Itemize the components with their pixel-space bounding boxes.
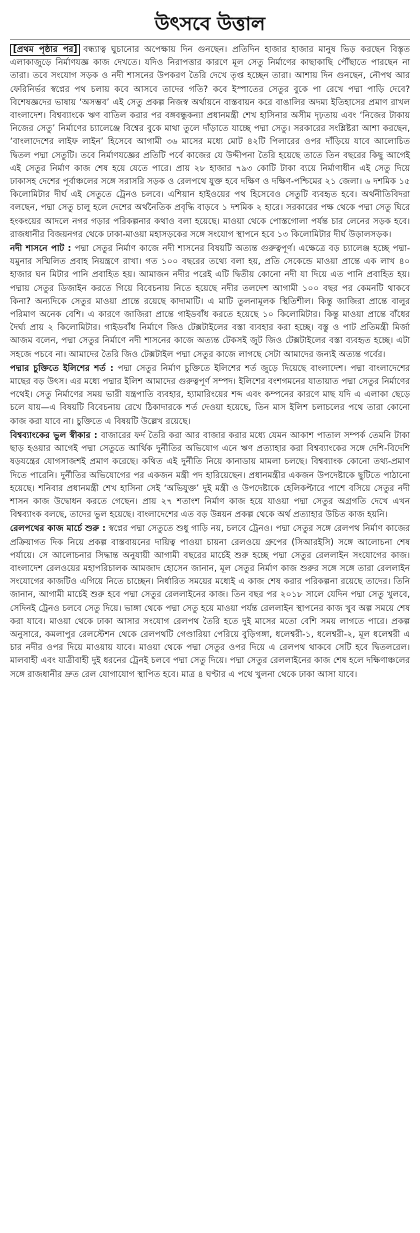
paragraph-text: স্বপ্নের পদ্মা সেতুতে শুধু গাড়ি নয়, চলবে ট্রেনও। পদ্মা সেতুর সঙ্গে রেলপথ নির্মাণ কাজের প্রক্রিয়াগত দিক নিয়ে প্রকল্প বাস্তবায়নের দায়িত্ব পাওয়া চায়না রেলওয়ে গ্রুপের (সিআরইসি) সঙ্গে আলোচনা শেষ পর্যায়ে। সে আলোচনার সিদ্ধান্ত অনুযায়ী আগামী বছরের মার্চেই শুরু হচ্ছে পদ্মা সেতুর রেললাইন সংযোগের কাজ। বাংলাদেশ রেলওয়ের মহাপরিচালক আমজাদ হোসেন জানান, মূল সেতুর নির্মাণ কাজ শুরুর সঙ্গে সঙ্গে তারা রেললাইন সংযোগের কাজটিও এগিয়ে নিতে চাচ্ছেন। নির্ধারিত সময়ের মধ্যেই এ কাজ শেষ করার পরিকল্পনা রয়েছে তাদের। তিনি জানান, আগামী মার্চেই শুরু হবে পদ্মা সেতুর রেললাইনের কাজ। তিন বছর পর ২০১৮ সালে যেদিন পদ্মা সেতু খুলবে, সেদিনই ট্রেনও চলবে সেতু দিয়ে। ভাঙ্গা থেকে পদ্মা সেতু হয়ে মাওয়া পর্যন্ত রেললাইন স্থাপনের কাজ খুব অল্প সময়ে শেষ করা যাবে। মাওয়া থেকে ঢাকা আসার সংযোগ রেলপথ তৈরি হতে দুই মাসের মতো বেশি সময় লাগতে পারে। প্রকল্প অনুসারে, কমলাপুর রেলস্টেশন থেকে রেলপথটি গেণ্ডারিয়া পেরিয়ে বুড়িগঙ্গা, ধলেশ্বরী-১, ধলেশ্বরী-২, মূল ধলেশ্বরী এ চার নদীর ওপর দিয়ে মাওয়ায় যাবে। মাওয়া থেকে পদ্মা সেতুর ওপর দিয়ে এ রেলপথ থাকবে সেটি হবে দ্বিতলরেল। মালবাহী এবং যাত্রীবাহী দুই ধরনের ট্রেনই চলবে পদ্মা সেতু দিয়ে। পদ্মা সেতুর রেললাইনের কাজ শেষ হলে দক্ষিণাঞ্চলের সঙ্গে রাজধানীর দ্রুত রেল যোগাযোগ স্থাপিত হবে। মাত্র ৪ ঘণ্টার এ পথে খুলনা থেকে ঢাকা আসা যাবে।	[10, 524, 411, 680]
subheading: পদ্মার চুক্তিতে ইলিশের শর্ত :	[10, 363, 114, 374]
paragraph-text: বাজারের ফর্দ তৈরি করা আর বাজার করার মধ্যে যেমন আকাশ পাতাল সম্পর্ক তেমনি টাকা ছাড় হওয়ার আগেই পদ্মা সেতুতে আর্থিক দুর্নীতির অভিযোগ এনে ঋণ প্রত্যাহার করা বিশ্বব্যাংকের সঙ্গে দেশি-বিদেশি ষড়যন্ত্রের যোগসাজশই প্রমাণ করেছে। কথিত এই দুর্নীতি নিয়ে কানাডায় মামলা চলছে। বিশ্বব্যাংক কোনো তথ্য-প্রমাণ দিতে পারেনি। দুর্নীতির অভিযোগের পর একজন মন্ত্রী পদ হারিয়েছেন। প্রধানমন্ত্রীর একজন উপদেষ্টাকে ছুটিতে পাঠানো হয়েছে। শনিবার প্রধানমন্ত্রী শেখ হাসিনা সেই ‘অভিযুক্ত’ দুই মন্ত্রী ও উপদেষ্টাকে হেলিকপ্টারে পাশে বসিয়ে সেতুর নদী শাসন কাজ উদ্বোধন করতে গেছেন। প্রায় ২৭ শতাংশ নির্মাণ কাজ হয়ে যাওয়া পদ্মা সেতুর অগ্রগতি দেখে এখন বিশ্বব্যাংক বলছে, তাদের ভুল হয়েছে। বাংলাদেশের এত বড় উন্নয়ন প্রকল্প থেকে অর্থ প্রত্যাহার উচিত কাজ হয়নি।	[10, 430, 410, 521]
paragraph-text: বন্ধ্যাত্ব ঘুচানোর অপেক্ষায় দিন গুনছেন। প্রতিদিন হাজার হাজার মানুষ ভিড় করছেন বিস্তৃত এলাকাজুড়ে নির্মাণযজ্ঞ কাজ দেখতে। যদিও নিরাপত্তার কারণে মূল সেতু নির্মাণের কাছাকাছি পৌঁছাতে পারছেন না তারা। তবে সংযোগ সড়ক ও নদী শাসনের উপকরণ তৈরি দেখে তৃপ্ত হচ্ছেন তারা। আশায় দিন গুনছেন, নৌপথ আর ফেরিনির্ভর স্বপ্নের পথ চলায় কবে আসবে তাদের গতি? কবে ইস্পাতের সেতুর বুকে পা রেখে পদ্মা পাড়ি দেবে? বিশেষজ্ঞদের ভাষায় ‘অসম্ভব’ এই সেতু প্রকল্প নিজস্ব অর্থায়নে বাস্তবায়ন করে বাঙালির অদম্য ইতিহাসের প্রমাণ রাখল বাংলাদেশ। বিশ্বব্যাংকে ঋণ বাতিল করার পর বঙ্গবন্ধুকন্যা প্রধানমন্ত্রী শেখ হাসিনার অসীম দৃঢ়তায় এবং ‘নিজের টাকায় নিজের সেতু’ নির্মাণের চ্যালেঞ্জে বিশ্বের বুকে মাথা তুলে দাঁড়াতে যাচ্ছে পদ্মা সেতু। সরকারের সংশ্লিষ্টরা আশা করছেন, ‘বাংলাদেশের লাইফ লাইন’ হিসেবে আগামী ৩৬ মাসের মধ্যে মোট ৪২টি পিলারের ওপর দাঁড়িয়ে যাবে আলোচিত দ্বিতল পদ্মা সেতুটি। তবে নির্মাণযজ্ঞের প্রতিটি পর্বে কাজের যে উদ্দীপনা তৈরি হয়েছে তাতে তিন বছরের কিছু আগেই এই সেতুর নির্মাণ কাজ শেষ হয়ে যেতে পারে। প্রায় ২৮ হাজার ৭৯৩ কোটি টাকা ব্যয়ে নির্মাণাধীন এই সেতু দিয়ে ঢাকাসহ দেশের পূর্বাঞ্চলের সঙ্গে সরাসরি সড়ক ও রেলপথে যুক্ত হবে দক্ষিণ ও দক্ষিণ-পশ্চিমের ২১ জেলা। ৬ দশমিক ১৫ কিলোমিটার দীর্ঘ এই সেতুতে ট্রেনও চলবে। এশিয়ান হাইওয়ের পথ হিসেবেও সেতুটি ব্যবহৃত হবে। অর্থনীতিবিদরা বলছেন, পদ্মা সেতু চালু হলে দেশের অর্থনৈতিক প্রবৃদ্ধি বাড়বে ১ দশমিক ২ হারে। সরকারের পক্ষ থেকে পদ্মা সেতু ঘিরে হংকংয়ের আদলে নগর গড়ার পরিকল্পনার কথাও বলা হয়েছে। মাওয়া থেকে পোস্তগোলা পর্যন্ত চার লেনের সড়ক হবে। রাজধানীর বিজয়নগর থেকে ঢাকা-মাওয়া মহাসড়কের সঙ্গে সংযোগ স্থাপনে হবে ১৩ কিলোমিটার দীর্ঘ উড়ালসড়ক।	[10, 45, 410, 240]
paragraph-hilsa-condition	[10, 363, 410, 429]
continued-from-front-page-tag: [প্রথম পৃষ্ঠার পর]	[10, 44, 80, 56]
paragraph-text: পদ্মা সেতুর নির্মাণ চুক্তিতে ইলিশের শর্ত জুড়ে দিয়েছে বাংলাদেশ। পদ্মা বাংলাদেশের মাছের বড় উৎস। এর মধ্যে পদ্মার ইলিশ আমাদের গুরুত্বপূর্ণ সম্পদ। ইলিশের বংশগমনের যাতায়াত পদ্মা সেতুর নির্মাণের পথেই। সেতু নির্মাণের সময় ভারী যন্ত্রপাতি ব্যবহার, হ্যামারিংয়ের শব্দ এবং কম্পনের কারণে মাছ যদি এ এলাকা ছেড়ে চলে যায়—এ বিষয়টি বিবেচনায় রেখে ঠিকাদারকে শর্ত দেওয়া হয়েছে, তিন মাস ইলিশ চলাচলের পথে তারা কোনো কাজ করা যাবে না। চুক্তিতে এ বিষয়টি উল্লেখ রয়েছে।	[10, 363, 411, 427]
paragraph-railway	[10, 523, 410, 681]
paragraph-world-bank	[10, 430, 410, 522]
headline: উৎসবে উত্তাল	[10, 12, 410, 40]
subheading: নদী শাসনে পাট :	[10, 244, 72, 255]
paragraph-river-training	[10, 243, 410, 362]
paragraph-continuation	[10, 44, 410, 242]
subheading: বিশ্বব্যাংকের ভুল স্বীকার :	[10, 430, 98, 441]
paragraph-text: পদ্মা সেতুর নির্মাণ কাজে নদী শাসনের বিষয়টি অত্যন্ত গুরুত্বপূর্ণ। এক্ষেত্রে বড় চ্যালেঞ্জ হচ্ছে পদ্মা-যমুনার সম্মিলিত প্রবাহ নিয়ন্ত্রণে রাখা। গত ১০০ বছরের তথ্যে বলা হয়, প্রতি সেকেন্ডে মাওয়া প্রান্তে এক লাখ ৪০ হাজার ঘন মিটার পানি প্রবাহিত হয়। আমাজন নদীর পরেই এটি দ্বিতীয় কোনো নদী যা দিয়ে এত পানি প্রবাহিত হয়। পদ্মায় সেতুর ডিজাইন করতে গিয়ে বিবেচনায় নিতে হয়েছে নদীর তলদেশ আগামী ১০০ বছর পর কেমনটি থাকবে কিনা? অন্যদিকে সেতুর মাওয়া প্রান্তে রয়েছে কাদামাটি। এ মাটি তুলনামূলক স্থিতিশীল। কিন্তু জাজিরা প্রান্তে বালুর পরিমাণ অনেক বেশি। এ কারণে জাজিরা প্রান্তে গাইডবাঁধ করতে হয়েছে ১০ কিলোমিটার। কিন্তু মাওয়া প্রান্তে বাঁধের দৈর্ঘ্য প্রায় ২ কিলোমিটার। গাইডবাঁধ নির্মাণে জিও টেক্সটাইলের বস্তা ব্যবহার করা হচ্ছে। বস্তু ও পাট প্রতিমন্ত্রী মির্জা আজম বলেন, পদ্মা সেতুর নির্মাণে নদী শাসনের কাজে অত্যন্ত টেকসই জুট জিও টেক্সটাইলের বস্তা ব্যবহৃত হচ্ছে। এটা সহজে পচবে না। আমাদের তৈরি জিও টেক্সটাইল পদ্মা সেতুর কাজে লাগছে সেটা আমাদের জন্যই অত্যন্ত গর্বের।	[10, 244, 411, 360]
subheading: রেলপথের কাজ মার্চে শুরু :	[10, 524, 106, 535]
